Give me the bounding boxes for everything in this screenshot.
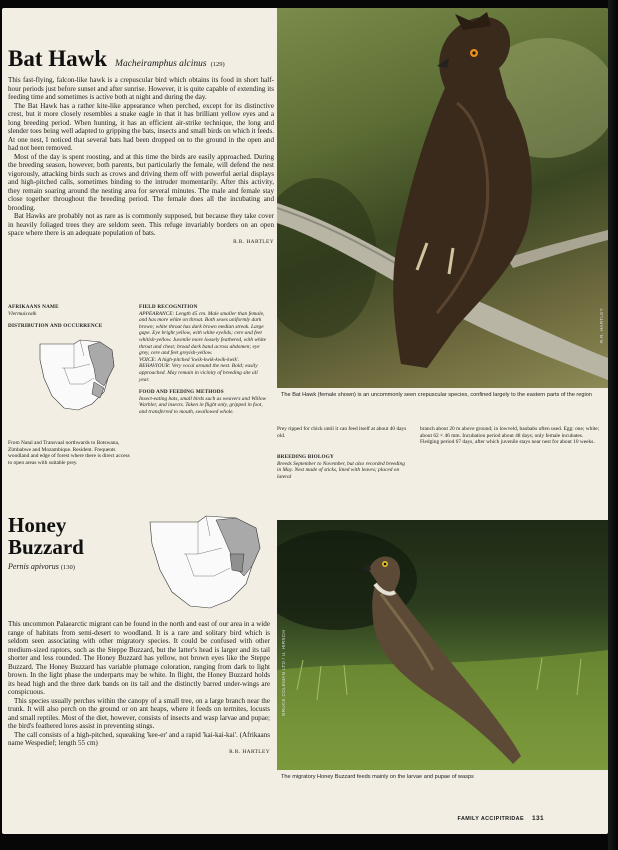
honey-buzzard-photo-credit: BRUCE COLEMAN LTD / U. HIRSCH bbox=[281, 630, 286, 716]
honey-buzzard-photo bbox=[277, 520, 608, 770]
bat-hawk-number: (129) bbox=[210, 61, 225, 68]
page-number: 131 bbox=[531, 815, 544, 822]
book-page bbox=[2, 8, 608, 834]
field-recognition-appearance: APPEARANCE: Length 45 cm. Male smaller than female, and has more white on throat. Both sexes uniformly dark brown; white throat has dark brown median streak. Large gape. Eye bright yellow, with white eyelids; cere and feet whitish-yellow. Juvenile more loosely feathered, with white throat and chest; broad dark band across abdomen; eye grey, cere and feet greyish-yellow. bbox=[139, 310, 267, 357]
bat-hawk-caption: The Bat Hawk (female shown) is an uncommonly seen crepuscular species, confined largely to the eastern parts of the region bbox=[281, 392, 592, 398]
bat-hawk-prey-text: Prey ripped for chick until it can feed itself at about 40 days old. bbox=[277, 426, 407, 439]
breeding-heading: BREEDING BIOLOGY bbox=[277, 454, 334, 460]
field-recognition-voice: VOICE: A high-pitched 'kwik-kwik-kwik-kwik'. bbox=[139, 356, 240, 363]
bat-hawk-breeding bbox=[277, 454, 407, 480]
honey-buzzard-paragraph: The call consists of a high-pitched, squeaking 'kee-er' and a rapid 'kai-kai-kai'. (Afrikaans name Wespedief; length 55 cm) bbox=[8, 730, 270, 747]
honey-buzzard-heading bbox=[8, 514, 138, 571]
bat-hawk-illustration bbox=[277, 8, 608, 388]
bat-hawk-title: Bat Hawk bbox=[8, 46, 108, 71]
bat-hawk-distribution-text: From Natal and Transvaal northwards to Botswana, Zimbabwe and Mozambique. Resident. Frequents woodland and edge of forest where there is direct access to open areas with suitable prey. bbox=[8, 440, 130, 466]
breeding-text: Breeds September to November, but also recorded breeding in May. Nest made of sticks, lined with leaves; placed on lateral bbox=[277, 460, 405, 480]
food-text: Insect-eating bats, small birds such as weavers and Willow Warbler, and insects. Taken in flight only, gripped in foot, and transferred to mouth, swallowed whole. bbox=[139, 395, 267, 415]
bat-hawk-scientific-name: Macheiramphus alcinus bbox=[115, 59, 207, 69]
bat-hawk-paragraph: Most of the day is spent roosting, and at this time the birds are easily approached. During the breeding season, however, both parents, but particularly the female, will defend the nest vigorously, attacking birds such as crows and driving them off with powerful aerial displays and high-pitched calls, sometimes binding to the intruder momentarily. After this activity, they remain soaring around the nesting area for several minutes. The male and female stay close together throughout the breeding period. The female does all the incubating and brooding. bbox=[8, 152, 274, 212]
bat-hawk-heading bbox=[8, 46, 274, 72]
honey-buzzard-author: R.R. HARTLEY bbox=[229, 748, 270, 755]
bat-hawk-author: R.R. HARTLEY bbox=[233, 238, 274, 245]
bat-hawk-afrikaans-block bbox=[8, 304, 132, 330]
afrikaans-name-heading: AFRIKAANS NAME bbox=[8, 304, 59, 310]
field-recognition-heading: FIELD RECOGNITION bbox=[139, 304, 198, 310]
bat-hawk-field-recognition bbox=[139, 304, 269, 416]
distribution-heading: DISTRIBUTION AND OCCURRENCE bbox=[8, 323, 103, 330]
book-spine bbox=[608, 0, 618, 850]
honey-buzzard-caption: The migratory Honey Buzzard feeds mainly on the larvae and pupae of wasps bbox=[281, 774, 474, 780]
field-recognition-behaviour: BEHAVIOUR: Very vocal around the nest. Bold; easily approached. May remain in vicinity of breeding site all year. bbox=[139, 363, 258, 383]
page-footer bbox=[458, 815, 544, 822]
afrikaans-name: Vlermuisvalk bbox=[8, 310, 37, 317]
honey-buzzard-number: (130) bbox=[60, 564, 75, 571]
bat-hawk-paragraph: The Bat Hawk has a rather kite-like appearance when perched, except for its distinctive crest, but it more closely resembles a snake eagle in that it has brilliant yellow eyes and a long breeding period. When hunting, it has an efficient air-strike technique, the long and slender toes being well adapted to gripping the bats, insects and small birds on which it feeds. At one nest, I noticed that several bats had been dropped on to the ground in the open and had not been removed. bbox=[8, 101, 274, 152]
honey-buzzard-paragraph: This uncommon Palaearctic migrant can be found in the north and east of our area in a wide range of habitats from semi-desert to woodland. It is a rare and solitary bird which is seldom seen associating with other migratory species. It could be confused with other medium-sized raptors, such as the Steppe Buzzard, but the latter's head is larger and its tail shorter and less rounded. The Honey Buzzard has yellow, not brown eyes like the Steppe Buzzard. The Honey Buzzard has variable plumage coloration, ranging from dark to light brown. In the light phase the underparts may be white. In flight, the Honey Buzzard holds its head high and the three dark bands on its tail and the distinctly barred under-wings are conspicuous. bbox=[8, 620, 270, 696]
honey-buzzard-article bbox=[8, 620, 270, 756]
honey-buzzard-distribution-map bbox=[144, 514, 268, 614]
footer-section: FAMILY ACCIPITRIDAE bbox=[457, 816, 524, 822]
bat-hawk-photo bbox=[277, 8, 608, 388]
honey-buzzard-paragraph: This species usually perches within the canopy of a small tree, on a large branch near the trunk. It will also perch on the ground or on ant heaps, where it feeds on termites, locusts and small reptiles. Most of the diet, however, consists of insects and wasp larvae and pupae; the bird's feathered lores assist in preventing stings. bbox=[8, 696, 270, 730]
honey-buzzard-title-line1: Honey bbox=[8, 513, 67, 537]
honey-buzzard-illustration bbox=[277, 520, 608, 770]
bat-hawk-photo-credit: R.R. HARTLEY bbox=[599, 308, 604, 344]
honey-buzzard-title-line2: Buzzard bbox=[8, 535, 84, 559]
bat-hawk-paragraph: Bat Hawks are probably not as rare as is commonly supposed, but because they take cover in heavily foliaged trees they are seldom seen. This refuge invariably borders on an open space where there is an adequate population of bats. bbox=[8, 212, 274, 237]
bat-hawk-article bbox=[8, 76, 274, 246]
food-heading: FOOD AND FEEDING METHODS bbox=[139, 389, 224, 396]
bat-hawk-breeding-continued: branch about 20 m above ground; in lowveld, baobabs often used. Egg: one; white; about 62 × 46 mm. Incubation period about 48 days; only female incubates. Fledging period 67 days, after which juvenile stays near nest for about 10 weeks. bbox=[420, 426, 600, 446]
honey-buzzard-scientific-name: Pernis apivorus bbox=[8, 562, 59, 571]
bat-hawk-distribution-map bbox=[34, 338, 118, 418]
bat-hawk-paragraph: This fast-flying, falcon-like hawk is a crepuscular bird which obtains its food in short half-hour periods just before sunset and after sunrise. However, it is quite capable of extending its feeding time and sometimes is active both at night and during the day. bbox=[8, 76, 274, 101]
